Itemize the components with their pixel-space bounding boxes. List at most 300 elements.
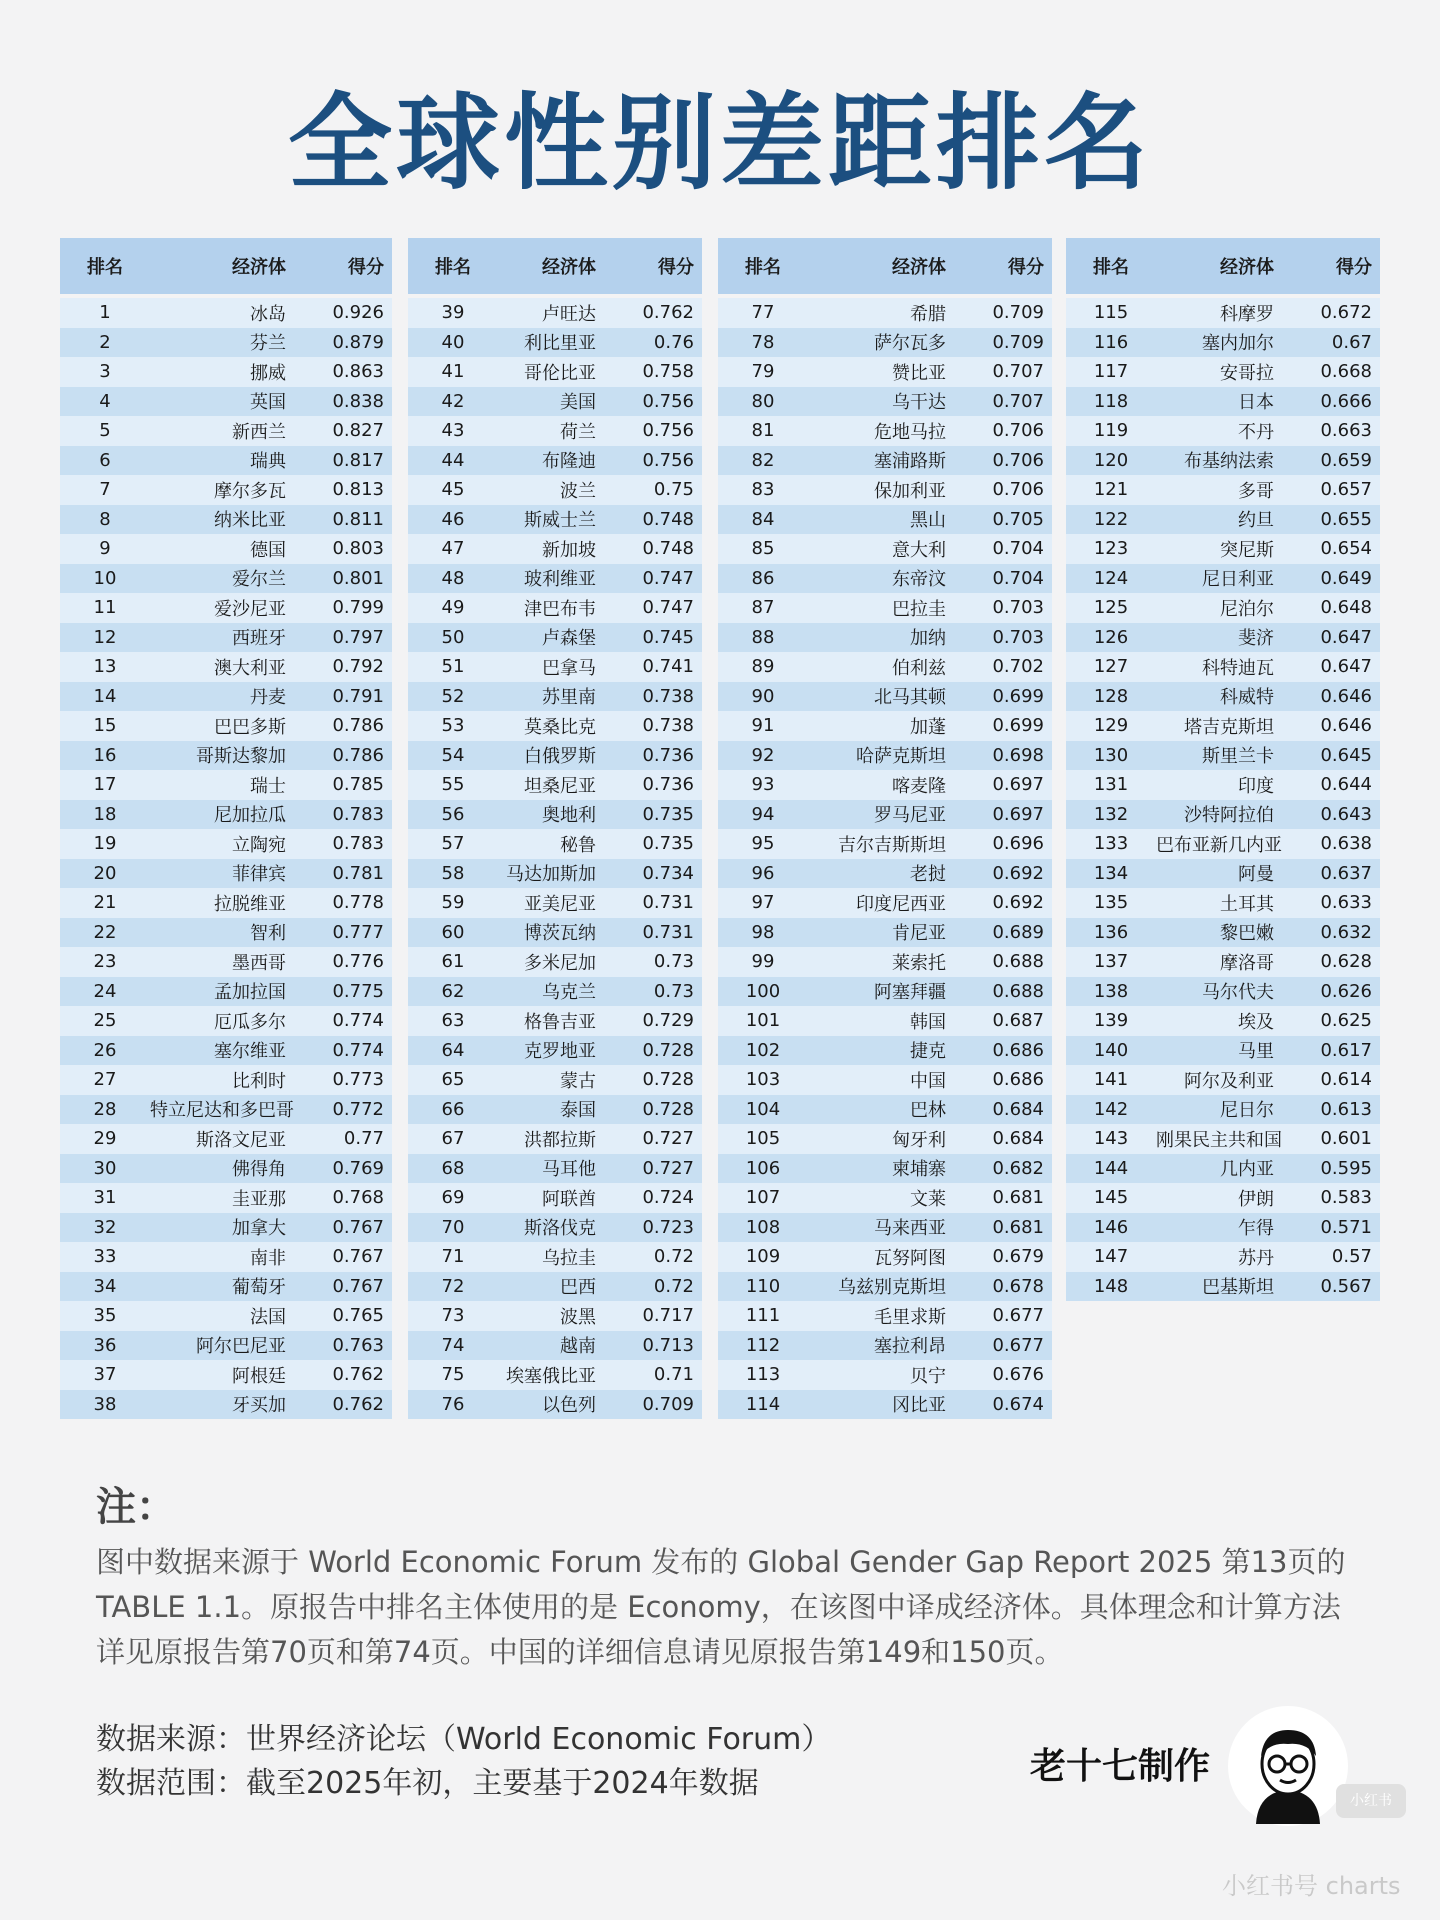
table-row xyxy=(60,328,392,358)
score-cell: 0.786 xyxy=(332,744,384,766)
table-row xyxy=(60,741,392,771)
score-cell: 0.735 xyxy=(642,833,694,855)
table-row xyxy=(60,682,392,712)
economy-cell: 罗马尼亚 xyxy=(874,805,946,827)
rank-cell: 91 xyxy=(751,715,775,737)
table-header xyxy=(408,238,702,294)
score-cell: 0.614 xyxy=(1320,1069,1372,1091)
table-row xyxy=(408,593,702,623)
rank-cell: 30 xyxy=(93,1157,117,1179)
score-cell: 0.688 xyxy=(992,980,1044,1002)
rank-cell: 111 xyxy=(745,1305,781,1327)
rank-cell: 2 xyxy=(99,331,111,353)
score-cell: 0.644 xyxy=(1320,774,1372,796)
table-row xyxy=(718,1301,1052,1331)
table-row xyxy=(408,711,702,741)
economy-cell: 孟加拉国 xyxy=(214,982,286,1004)
economy-cell: 希腊 xyxy=(910,303,946,325)
table-row xyxy=(718,623,1052,653)
economy-cell: 布基纳法索 xyxy=(1184,451,1274,473)
rank-cell: 108 xyxy=(745,1216,781,1238)
rank-cell: 58 xyxy=(441,862,465,884)
table-row xyxy=(408,1301,702,1331)
score-cell: 0.672 xyxy=(1320,302,1372,324)
economy-cell: 巴林 xyxy=(910,1100,946,1122)
economy-cell: 乌干达 xyxy=(892,392,946,414)
economy-cell: 巴布亚新几内亚 xyxy=(1156,834,1282,856)
score-cell: 0.681 xyxy=(992,1216,1044,1238)
table-row xyxy=(1066,1154,1380,1184)
rank-cell: 96 xyxy=(751,862,775,884)
header-economy: 经济体 xyxy=(542,257,596,278)
economy-cell: 伊朗 xyxy=(1238,1188,1274,1210)
rank-cell: 69 xyxy=(441,1187,465,1209)
rank-cell: 139 xyxy=(1093,1010,1129,1032)
economy-cell: 乌拉圭 xyxy=(542,1247,596,1269)
table-row xyxy=(60,1154,392,1184)
score-cell: 0.625 xyxy=(1320,1010,1372,1032)
economy-cell: 巴拿马 xyxy=(542,657,596,679)
economy-cell: 克罗地亚 xyxy=(524,1041,596,1063)
table-row xyxy=(718,1036,1052,1066)
economy-cell: 捷克 xyxy=(910,1041,946,1063)
table-row xyxy=(1066,623,1380,653)
economy-cell: 爱尔兰 xyxy=(232,569,286,591)
economy-cell: 以色列 xyxy=(542,1395,596,1417)
economy-cell: 多哥 xyxy=(1238,480,1274,502)
score-cell: 0.706 xyxy=(992,479,1044,501)
score-cell: 0.646 xyxy=(1320,685,1372,707)
economy-cell: 斯里兰卡 xyxy=(1202,746,1274,768)
economy-cell: 塞尔维亚 xyxy=(214,1041,286,1063)
economy-cell: 巴拉圭 xyxy=(892,598,946,620)
score-cell: 0.741 xyxy=(642,656,694,678)
score-cell: 0.776 xyxy=(332,951,384,973)
rank-cell: 137 xyxy=(1093,951,1129,973)
score-cell: 0.633 xyxy=(1320,892,1372,914)
economy-cell: 亚美尼亚 xyxy=(524,893,596,915)
rank-cell: 6 xyxy=(99,449,111,471)
table-row xyxy=(1066,593,1380,623)
table-row xyxy=(408,977,702,1007)
economy-cell: 塞内加尔 xyxy=(1202,333,1274,355)
table-row xyxy=(60,1390,392,1420)
economy-cell: 马来西亚 xyxy=(874,1218,946,1240)
score-cell: 0.724 xyxy=(642,1187,694,1209)
table-row xyxy=(408,1360,702,1390)
table-row xyxy=(408,505,702,535)
economy-cell: 老挝 xyxy=(910,864,946,886)
score-cell: 0.748 xyxy=(642,538,694,560)
table-row xyxy=(1066,682,1380,712)
economy-cell: 加纳 xyxy=(910,628,946,650)
score-cell: 0.731 xyxy=(642,921,694,943)
economy-cell: 挪威 xyxy=(250,362,286,384)
score-cell: 0.762 xyxy=(332,1364,384,1386)
score-cell: 0.745 xyxy=(642,626,694,648)
table-row xyxy=(718,298,1052,328)
economy-cell: 沙特阿拉伯 xyxy=(1184,805,1274,827)
economy-cell: 马里 xyxy=(1238,1041,1274,1063)
rank-cell: 57 xyxy=(441,833,465,855)
score-cell: 0.57 xyxy=(1331,1246,1372,1268)
score-cell: 0.648 xyxy=(1320,597,1372,619)
table-row xyxy=(718,977,1052,1007)
table-row xyxy=(60,1331,392,1361)
rank-cell: 123 xyxy=(1093,538,1129,560)
table-row xyxy=(718,416,1052,446)
economy-cell: 塞拉利昂 xyxy=(874,1336,946,1358)
rank-cell: 62 xyxy=(441,980,465,1002)
score-cell: 0.792 xyxy=(332,656,384,678)
table-row xyxy=(1066,475,1380,505)
score-cell: 0.73 xyxy=(653,980,694,1002)
economy-cell: 坦桑尼亚 xyxy=(524,775,596,797)
economy-cell: 佛得角 xyxy=(232,1159,286,1181)
rank-cell: 52 xyxy=(441,685,465,707)
rank-cell: 12 xyxy=(93,626,117,648)
economy-cell: 特立尼达和多巴哥 xyxy=(150,1100,294,1122)
economy-cell: 乌兹别克斯坦 xyxy=(838,1277,946,1299)
table-row xyxy=(408,564,702,594)
score-cell: 0.728 xyxy=(642,1069,694,1091)
table-row xyxy=(1066,711,1380,741)
rank-cell: 40 xyxy=(441,331,465,353)
score-cell: 0.677 xyxy=(992,1305,1044,1327)
rank-cell: 126 xyxy=(1093,626,1129,648)
score-cell: 0.713 xyxy=(642,1334,694,1356)
table-row xyxy=(60,800,392,830)
score-cell: 0.736 xyxy=(642,744,694,766)
table-row xyxy=(60,564,392,594)
header-rank: 排名 xyxy=(1093,257,1129,278)
table-row xyxy=(718,1360,1052,1390)
rank-cell: 4 xyxy=(99,390,111,412)
rank-cell: 34 xyxy=(93,1275,117,1297)
economy-cell: 尼日利亚 xyxy=(1202,569,1274,591)
table-row xyxy=(1066,1065,1380,1095)
economy-cell: 喀麦隆 xyxy=(892,775,946,797)
rank-cell: 82 xyxy=(751,449,775,471)
table-row xyxy=(718,1213,1052,1243)
score-cell: 0.775 xyxy=(332,980,384,1002)
rank-cell: 90 xyxy=(751,685,775,707)
table-row xyxy=(1066,1036,1380,1066)
table-header xyxy=(1066,238,1380,294)
score-cell: 0.727 xyxy=(642,1128,694,1150)
economy-cell: 巴巴多斯 xyxy=(214,716,286,738)
score-cell: 0.781 xyxy=(332,862,384,884)
rank-cell: 25 xyxy=(93,1010,117,1032)
table-row xyxy=(408,859,702,889)
rank-cell: 36 xyxy=(93,1334,117,1356)
rank-cell: 122 xyxy=(1093,508,1129,530)
avatar xyxy=(1228,1706,1348,1826)
score-cell: 0.778 xyxy=(332,892,384,914)
economy-cell: 文莱 xyxy=(910,1188,946,1210)
rank-cell: 41 xyxy=(441,361,465,383)
score-cell: 0.773 xyxy=(332,1069,384,1091)
score-cell: 0.668 xyxy=(1320,361,1372,383)
table-row xyxy=(718,387,1052,417)
rank-cell: 92 xyxy=(751,744,775,766)
rank-cell: 138 xyxy=(1093,980,1129,1002)
economy-cell: 贝宁 xyxy=(910,1365,946,1387)
rank-cell: 112 xyxy=(745,1334,781,1356)
rank-cell: 143 xyxy=(1093,1128,1129,1150)
table-row xyxy=(408,800,702,830)
table-row xyxy=(1066,918,1380,948)
rank-cell: 106 xyxy=(745,1157,781,1179)
score-cell: 0.786 xyxy=(332,715,384,737)
rank-cell: 50 xyxy=(441,626,465,648)
rank-cell: 81 xyxy=(751,420,775,442)
rank-cell: 11 xyxy=(93,597,117,619)
score-cell: 0.747 xyxy=(642,597,694,619)
economy-cell: 伯利兹 xyxy=(892,657,946,679)
economy-cell: 塔吉克斯坦 xyxy=(1184,716,1274,738)
rank-cell: 115 xyxy=(1093,302,1129,324)
score-cell: 0.801 xyxy=(332,567,384,589)
economy-cell: 几内亚 xyxy=(1220,1159,1274,1181)
economy-cell: 丹麦 xyxy=(250,687,286,709)
score-cell: 0.728 xyxy=(642,1039,694,1061)
rank-cell: 128 xyxy=(1093,685,1129,707)
economy-cell: 越南 xyxy=(560,1336,596,1358)
table-row xyxy=(408,1095,702,1125)
economy-cell: 布隆迪 xyxy=(542,451,596,473)
table-row xyxy=(408,829,702,859)
table-row xyxy=(718,1183,1052,1213)
economy-cell: 黑山 xyxy=(910,510,946,532)
economy-cell: 吉尔吉斯斯坦 xyxy=(838,834,946,856)
economy-cell: 摩尔多瓦 xyxy=(214,480,286,502)
table-row xyxy=(718,888,1052,918)
table-row xyxy=(408,1065,702,1095)
table-row xyxy=(60,1036,392,1066)
economy-cell: 尼泊尔 xyxy=(1220,598,1274,620)
table-row xyxy=(60,1124,392,1154)
score-cell: 0.728 xyxy=(642,1098,694,1120)
score-cell: 0.657 xyxy=(1320,479,1372,501)
page-title: 全球性别差距排名 xyxy=(287,82,1152,204)
header-economy: 经济体 xyxy=(232,257,286,278)
table-row xyxy=(60,416,392,446)
table-row xyxy=(408,416,702,446)
table-row xyxy=(1066,1183,1380,1213)
table-row xyxy=(408,298,702,328)
score-cell: 0.738 xyxy=(642,685,694,707)
score-cell: 0.617 xyxy=(1320,1039,1372,1061)
rank-cell: 39 xyxy=(441,302,465,324)
rank-cell: 28 xyxy=(93,1098,117,1120)
table-row xyxy=(1066,888,1380,918)
score-cell: 0.654 xyxy=(1320,538,1372,560)
economy-cell: 利比里亚 xyxy=(524,333,596,355)
rank-cell: 135 xyxy=(1093,892,1129,914)
score-cell: 0.863 xyxy=(332,361,384,383)
rank-cell: 67 xyxy=(441,1128,465,1150)
economy-cell: 新加坡 xyxy=(542,539,596,561)
table-row xyxy=(718,652,1052,682)
economy-cell: 厄瓜多尔 xyxy=(214,1011,286,1033)
score-cell: 0.767 xyxy=(332,1275,384,1297)
table-row xyxy=(408,888,702,918)
score-cell: 0.785 xyxy=(332,774,384,796)
table-row xyxy=(60,859,392,889)
rank-cell: 79 xyxy=(751,361,775,383)
table-row xyxy=(60,1006,392,1036)
rank-cell: 113 xyxy=(745,1364,781,1386)
score-cell: 0.707 xyxy=(992,390,1044,412)
economy-cell: 巴基斯坦 xyxy=(1202,1277,1274,1299)
rank-cell: 43 xyxy=(441,420,465,442)
rank-cell: 145 xyxy=(1093,1187,1129,1209)
economy-cell: 阿尔巴尼亚 xyxy=(196,1336,286,1358)
rank-cell: 94 xyxy=(751,803,775,825)
rank-cell: 18 xyxy=(93,803,117,825)
rank-cell: 124 xyxy=(1093,567,1129,589)
score-cell: 0.626 xyxy=(1320,980,1372,1002)
score-cell: 0.756 xyxy=(642,449,694,471)
rank-cell: 46 xyxy=(441,508,465,530)
economy-cell: 立陶宛 xyxy=(232,834,286,856)
score-cell: 0.709 xyxy=(992,331,1044,353)
rank-cell: 49 xyxy=(441,597,465,619)
economy-cell: 洪都拉斯 xyxy=(524,1129,596,1151)
economy-cell: 葡萄牙 xyxy=(232,1277,286,1299)
economy-cell: 卢森堡 xyxy=(542,628,596,650)
score-cell: 0.643 xyxy=(1320,803,1372,825)
rank-cell: 144 xyxy=(1093,1157,1129,1179)
rank-cell: 101 xyxy=(745,1010,781,1032)
economy-cell: 泰国 xyxy=(560,1100,596,1122)
table-row xyxy=(718,1242,1052,1272)
author-credit: 老十七制作 xyxy=(1030,1746,1211,1787)
rank-cell: 76 xyxy=(441,1393,465,1415)
table-row xyxy=(1066,947,1380,977)
economy-cell: 斯洛文尼亚 xyxy=(196,1129,286,1151)
rank-cell: 19 xyxy=(93,833,117,855)
note-body: 图中数据来源于 World Economic Forum 发布的 Global Gender Gap Report 2025 第13页的 TABLE 1.1。原报告中排名主体使用的是 Economy，在该图中译成经济体。具体理念和计算方法详见原报告第70页和第74页。中国的详细信息请见原报告第149和150页。 xyxy=(96,1545,1346,1669)
score-cell: 0.791 xyxy=(332,685,384,707)
economy-cell: 科特迪瓦 xyxy=(1202,657,1274,679)
table-row xyxy=(718,859,1052,889)
rank-cell: 109 xyxy=(745,1246,781,1268)
score-cell: 0.762 xyxy=(642,302,694,324)
score-cell: 0.687 xyxy=(992,1010,1044,1032)
rank-cell: 125 xyxy=(1093,597,1129,619)
table-row xyxy=(718,475,1052,505)
table-row xyxy=(408,1331,702,1361)
economy-cell: 墨西哥 xyxy=(232,952,286,974)
score-cell: 0.681 xyxy=(992,1187,1044,1209)
score-cell: 0.632 xyxy=(1320,921,1372,943)
rank-cell: 35 xyxy=(93,1305,117,1327)
economy-cell: 意大利 xyxy=(892,539,946,561)
table-row xyxy=(718,505,1052,535)
table-row xyxy=(408,1124,702,1154)
rank-cell: 29 xyxy=(93,1128,117,1150)
score-cell: 0.735 xyxy=(642,803,694,825)
score-cell: 0.769 xyxy=(332,1157,384,1179)
table-row xyxy=(60,1272,392,1302)
rank-cell: 93 xyxy=(751,774,775,796)
table-row xyxy=(60,918,392,948)
table-row xyxy=(60,505,392,535)
economy-cell: 纳米比亚 xyxy=(214,510,286,532)
economy-cell: 黎巴嫩 xyxy=(1220,923,1274,945)
rank-cell: 86 xyxy=(751,567,775,589)
table-row xyxy=(1066,770,1380,800)
rank-cell: 89 xyxy=(751,656,775,678)
watermark: 小红书号 charts xyxy=(1222,1872,1401,1900)
score-cell: 0.729 xyxy=(642,1010,694,1032)
economy-cell: 津巴布韦 xyxy=(524,598,596,620)
score-cell: 0.777 xyxy=(332,921,384,943)
score-cell: 0.756 xyxy=(642,390,694,412)
table-row xyxy=(1066,1272,1380,1302)
economy-cell: 多米尼加 xyxy=(524,952,596,974)
rank-cell: 102 xyxy=(745,1039,781,1061)
rank-cell: 84 xyxy=(751,508,775,530)
table-row xyxy=(1066,741,1380,771)
economy-cell: 秘鲁 xyxy=(560,834,596,856)
table-header xyxy=(60,238,392,294)
table-row xyxy=(408,1154,702,1184)
score-cell: 0.747 xyxy=(642,567,694,589)
economy-cell: 埃及 xyxy=(1238,1011,1274,1033)
score-cell: 0.697 xyxy=(992,774,1044,796)
score-cell: 0.734 xyxy=(642,862,694,884)
score-cell: 0.678 xyxy=(992,1275,1044,1297)
economy-cell: 斯威士兰 xyxy=(524,510,596,532)
economy-cell: 拉脱维亚 xyxy=(214,893,286,915)
rank-cell: 48 xyxy=(441,567,465,589)
score-cell: 0.666 xyxy=(1320,390,1372,412)
score-cell: 0.762 xyxy=(332,1393,384,1415)
score-cell: 0.926 xyxy=(332,302,384,324)
table-row xyxy=(408,947,702,977)
economy-cell: 摩洛哥 xyxy=(1220,952,1274,974)
header-rank: 排名 xyxy=(435,257,471,278)
rank-cell: 74 xyxy=(441,1334,465,1356)
score-cell: 0.702 xyxy=(992,656,1044,678)
table-row xyxy=(60,770,392,800)
ranking-table xyxy=(60,238,392,1419)
economy-cell: 斯洛伐克 xyxy=(524,1218,596,1240)
rank-cell: 73 xyxy=(441,1305,465,1327)
score-cell: 0.748 xyxy=(642,508,694,530)
economy-cell: 肯尼亚 xyxy=(892,923,946,945)
score-cell: 0.706 xyxy=(992,449,1044,471)
rank-cell: 68 xyxy=(441,1157,465,1179)
score-cell: 0.684 xyxy=(992,1128,1044,1150)
score-cell: 0.72 xyxy=(653,1275,694,1297)
header-economy: 经济体 xyxy=(1220,257,1274,278)
table-row xyxy=(408,918,702,948)
rank-cell: 77 xyxy=(751,302,775,324)
rank-cell: 85 xyxy=(751,538,775,560)
score-cell: 0.571 xyxy=(1320,1216,1372,1238)
table-row xyxy=(1066,652,1380,682)
economy-cell: 智利 xyxy=(250,923,286,945)
header-score: 得分 xyxy=(1336,257,1372,278)
rank-cell: 32 xyxy=(93,1216,117,1238)
economy-cell: 卢旺达 xyxy=(542,303,596,325)
economy-cell: 苏丹 xyxy=(1238,1247,1274,1269)
economy-cell: 阿尔及利亚 xyxy=(1184,1070,1274,1092)
